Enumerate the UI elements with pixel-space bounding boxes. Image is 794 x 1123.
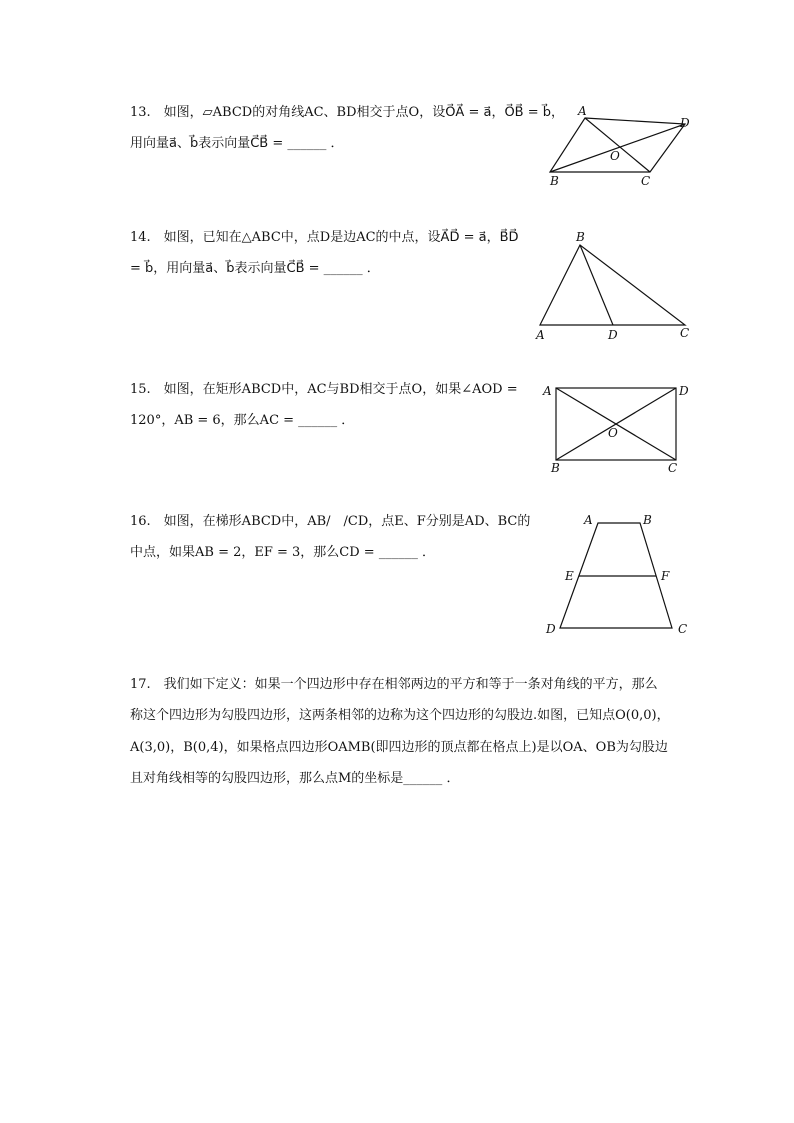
label-b: B xyxy=(576,230,585,244)
label-a: A xyxy=(584,513,593,527)
triangle-abc xyxy=(540,245,685,325)
question-14-line-2: = b⃗，用向量a⃗、b⃗表示向量C⃗B⃗ = ______ ． xyxy=(130,261,380,276)
question-14-line-1: 14. 如图，已知在△ABC中，点D是边AC的中点，设A⃗D⃗ = a⃗，B⃗D⃗ xyxy=(130,230,519,245)
diagonal-ac xyxy=(585,118,650,172)
label-o: O xyxy=(610,149,620,163)
label-e: E xyxy=(565,569,574,583)
figure-14-triangle xyxy=(530,228,700,346)
question-15-line-1: 15. 如图，在矩形ABCD中，AC与BD相交于点O，如果∠AOD = xyxy=(130,382,518,397)
label-d: D xyxy=(546,622,556,636)
label-b: B xyxy=(643,513,652,527)
label-d: D xyxy=(679,384,689,398)
label-c: C xyxy=(680,326,690,340)
question-15-line-2: 120°，AB = 6，那么AC = ______ ． xyxy=(130,413,355,428)
question-17-line-3: A(3,0)，B(0,4)，如果格点四边形OAMB(即四边形的顶点都在格点上)是以OA、OB为勾股边 xyxy=(130,740,668,755)
question-16-line-2: 中点，如果AB = 2，EF = 3，那么CD = ______ ． xyxy=(130,545,435,560)
question-17-line-1: 17. 我们如下定义：如果一个四边形中存在相邻两边的平方和等于一条对角线的平方，那么 xyxy=(130,677,658,692)
label-b: B xyxy=(550,174,559,188)
label-c: C xyxy=(641,174,651,188)
question-17-line-4: 且对角线相等的勾股四边形，那么点M的坐标是______ ． xyxy=(130,771,460,786)
figure-13-parallelogram xyxy=(540,100,710,195)
diagonal-bd xyxy=(550,124,685,172)
label-o: O xyxy=(608,426,618,440)
label-b: B xyxy=(551,461,560,475)
label-d: D xyxy=(608,328,618,342)
figure-15-rectangle xyxy=(538,378,698,478)
label-c: C xyxy=(668,461,678,475)
label-a: A xyxy=(543,384,552,398)
figure-16-trapezoid xyxy=(540,510,700,640)
label-a: A xyxy=(536,328,545,342)
question-13-line-1: 13. 如图，▱ABCD的对角线AC、BD相交于点O，设O⃗A⃗ = a⃗，O⃗B⃗ = b⃗， xyxy=(130,105,565,120)
question-17-line-2: 称这个四边形为勾股四边形，这两条相邻的边称为这个四边形的勾股边.如图，已知点O(0,0)， xyxy=(130,708,670,723)
label-d: D xyxy=(680,116,690,130)
question-13-line-2: 用向量a⃗、b⃗表示向量C⃗B⃗ = ______ ． xyxy=(130,136,344,151)
label-f: F xyxy=(661,569,670,583)
label-c: C xyxy=(678,622,688,636)
question-16-line-1: 16. 如图，在梯形ABCD中，AB/ /CD，点E、F分别是AD、BC的 xyxy=(130,514,531,529)
label-a: A xyxy=(578,104,587,118)
